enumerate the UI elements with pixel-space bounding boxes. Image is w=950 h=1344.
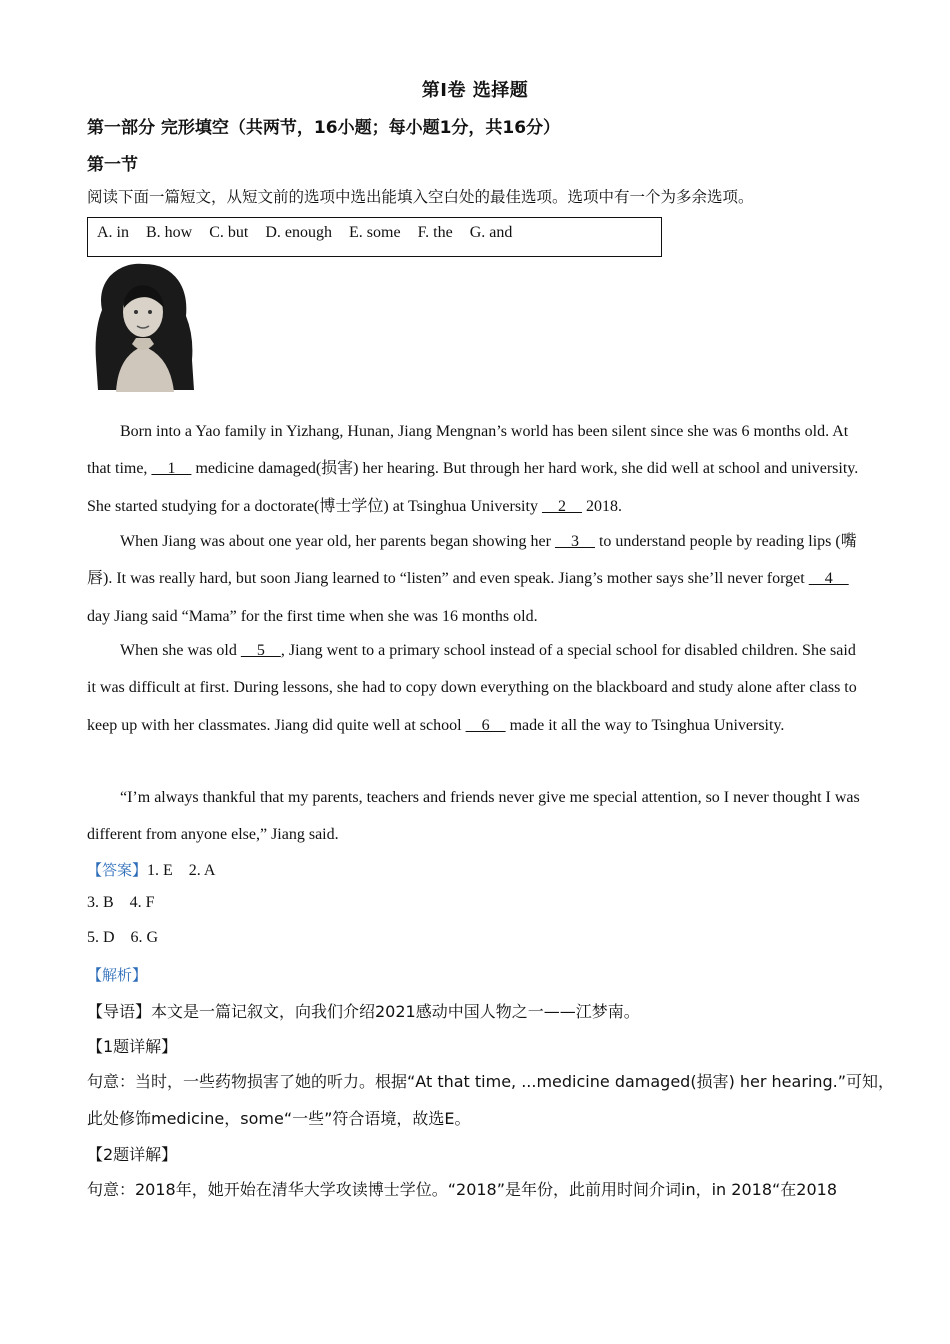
q1-label: 【1题详解】: [87, 1037, 178, 1056]
option-c: C. but: [209, 224, 249, 241]
option-f: F. the: [417, 224, 453, 241]
passage-text: Born into a Yao family in Yizhang, Hunan, Jiang Mengnan’s world has been silent since she was 6 months old. At that time,: [87, 423, 849, 478]
passage-paragraph-4: “I’m always thankful that my parents, teachers and friends never give me special attention, so I never thought I was different from anyone else,” Jiang said.: [87, 789, 860, 844]
section-heading: 第一节: [87, 155, 138, 175]
passage-text: 2018.: [581, 497, 622, 515]
answer-line-1: [87, 859, 215, 880]
part-heading: 第一部分 完形填空（共两节，16小题；每小题1分，共16分）: [87, 118, 561, 138]
passage-paragraph-2: [87, 523, 867, 635]
passage-text: day Jiang said “Mama” for the first time when she was 16 months old.: [87, 607, 538, 625]
passage-text: to understand people by reading lips (嘴唇). It was really hard, but soon Jiang learned to “listen” and even speak. Jiang’s mother says she’ll never forget: [87, 533, 857, 588]
q2-explanation-line-1: 句意：2018年，她开始在清华大学攻读博士学位。“2018”是年份，此前用时间介词in，in 2018“在2018: [87, 1180, 838, 1199]
passage-text: When she was old: [120, 642, 241, 659]
answer-line-2: 3. B 4. F: [87, 894, 155, 911]
answer-label: 【答案】: [87, 861, 148, 879]
options-box: [87, 217, 662, 257]
blank-4: 4: [808, 570, 849, 588]
blank-3: 3: [554, 533, 595, 550]
passage-paragraph-1: [87, 413, 867, 525]
guide-text: 【导语】本文是一篇记叙文，向我们介绍2021感动中国人物之一——江梦南。: [87, 1002, 640, 1021]
blank-1: 1: [151, 460, 192, 478]
option-a: A. in: [97, 224, 129, 241]
passage-text: made it all the way to Tsinghua University.: [505, 716, 785, 734]
option-b: B. how: [146, 224, 193, 241]
option-g: G. and: [469, 224, 513, 241]
passage-paragraph-3: [87, 632, 867, 744]
option-e: E. some: [349, 224, 401, 241]
page-title: 第Ⅰ卷 选择题: [421, 80, 529, 101]
analysis-label: 【解析】: [87, 966, 148, 984]
q1-explanation-line-1: 句意：当时，一些药物损害了她的听力。根据“At that time, ...medicine damaged(损害) her hearing.”可知，: [87, 1072, 895, 1091]
option-d: D. enough: [265, 224, 333, 241]
blank-2: 2: [541, 497, 582, 515]
instruction-text: 阅读下面一篇短文，从短文前的选项中选出能填入空白处的最佳选项。选项中有一个为多余选项。: [87, 188, 754, 206]
blank-6: 6: [465, 716, 506, 734]
portrait-photo: [88, 260, 200, 392]
passage-text: When Jiang was about one year old, her parents began showing her: [120, 533, 555, 550]
answer-line-3: 5. D 6. G: [87, 929, 159, 946]
passage-text: , Jiang went to a primary school instead of a special school for disabled children. She said it was difficult at first. During lessons, she had to copy down everything on the blackboard and study alone after class to keep up with her classmates. Jiang did quite well at school: [87, 642, 857, 734]
q2-label: 【2题详解】: [87, 1145, 178, 1164]
answer-values: 1. E 2. A: [147, 862, 216, 879]
q1-explanation-line-2: 此处修饰medicine，some“一些”符合语境，故选E。: [87, 1109, 471, 1128]
passage-text: medicine damaged(损害) her hearing. But through her hard work, she did well at school and university. She started studying for a doctorate(博士学位) at Tsinghua University: [87, 460, 859, 515]
blank-5: 5: [240, 642, 281, 659]
